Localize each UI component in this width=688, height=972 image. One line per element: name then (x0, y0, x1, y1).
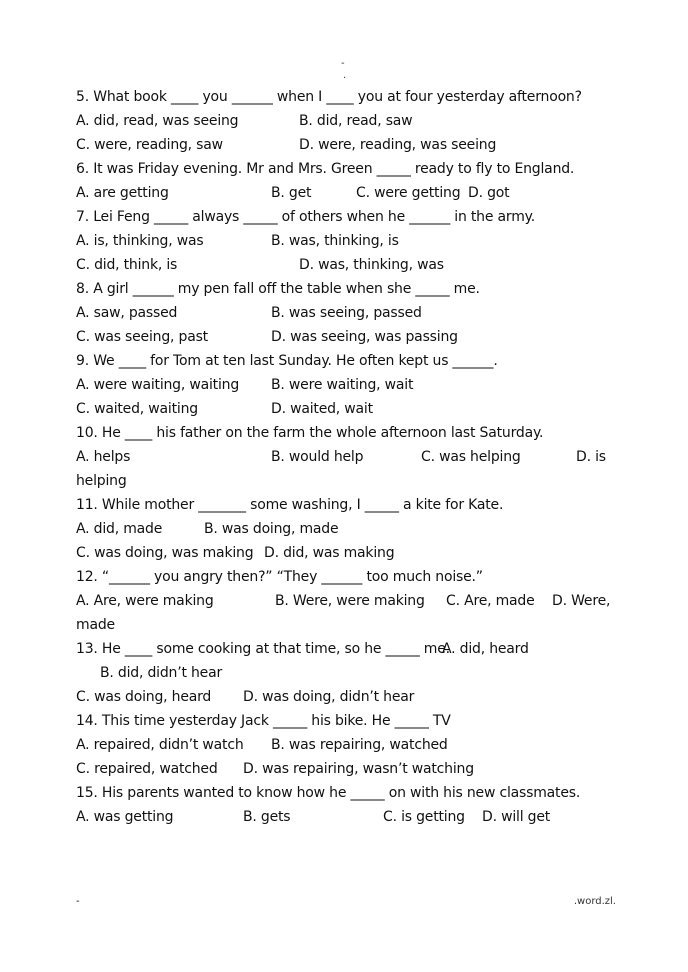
option-b: B. was doing, made (204, 521, 339, 537)
option-a: A. did, read, was seeing (76, 113, 239, 129)
option-c: C. waited, waiting (76, 401, 198, 417)
option-b: B. did, didn’t hear (100, 665, 223, 681)
header-dash: - (341, 58, 345, 69)
question-12-stem: 12. “______ you angry then?” “They ______ too much noise.” (76, 569, 483, 585)
question-5-stem: 5. What book ____ you ______ when I ____ you at four yesterday afternoon? (76, 89, 582, 105)
option-c: C. was seeing, past (76, 329, 208, 345)
option-a: A. are getting (76, 185, 169, 201)
footer-right-mark: .word.zl. (573, 896, 616, 907)
option-a: A. did, heard (442, 641, 529, 657)
option-d: D. is (576, 449, 606, 465)
option-a: A. was getting (76, 809, 174, 825)
option-d: D. was doing, didn’t hear (243, 689, 415, 705)
header-dot: . (343, 70, 347, 81)
option-c: C. did, think, is (76, 257, 178, 273)
option-a: A. did, made (76, 521, 163, 537)
option-a: A. saw, passed (76, 305, 178, 321)
option-d: D. were, reading, was seeing (299, 137, 497, 153)
option-d: D. Were, (552, 593, 611, 609)
question-10-stem: 10. He ____ his father on the farm the whole afternoon last Saturday. (76, 425, 544, 441)
option-d: D. waited, wait (271, 401, 373, 417)
option-b: B. did, read, saw (299, 113, 413, 129)
option-b: B. was seeing, passed (271, 305, 422, 321)
option-c: C. is getting (383, 809, 465, 825)
option-a: A. Are, were making (76, 593, 214, 609)
option-a: A. helps (76, 449, 131, 465)
option-b: B. were waiting, wait (271, 377, 414, 393)
option-b: B. was repairing, watched (271, 737, 448, 753)
question-7-stem: 7. Lei Feng _____ always _____ of others when he ______ in the army. (76, 209, 535, 225)
option-d: D. got (468, 185, 510, 201)
question-11-stem: 11. While mother _______ some washing, I _____ a kite for Kate. (76, 497, 504, 513)
option-d: D. did, was making (264, 545, 395, 561)
question-6-stem: 6. It was Friday evening. Mr and Mrs. Green _____ ready to fly to England. (76, 161, 575, 177)
question-13-stem: 13. He ____ some cooking at that time, so he _____ me. (76, 641, 450, 657)
option-d: D. was repairing, wasn’t watching (243, 761, 474, 777)
option-d: D. was seeing, was passing (271, 329, 458, 345)
option-c: C. repaired, watched (76, 761, 218, 777)
question-12-option-d-wrap: made (76, 617, 115, 633)
option-a: A. repaired, didn’t watch (76, 737, 244, 753)
option-b: B. gets (243, 809, 291, 825)
question-14-stem: 14. This time yesterday Jack _____ his bike. He _____ TV (76, 713, 451, 729)
option-b: B. would help (271, 449, 364, 465)
option-c: C. was helping (421, 449, 521, 465)
option-d: D. was, thinking, was (299, 257, 444, 273)
question-15-stem: 15. His parents wanted to know how he _____ on with his new classmates. (76, 785, 581, 801)
option-c: C. was doing, heard (76, 689, 212, 705)
option-b: B. Were, were making (275, 593, 425, 609)
question-8-stem: 8. A girl ______ my pen fall off the table when she _____ me. (76, 281, 480, 297)
option-c: C. Are, made (446, 593, 535, 609)
option-b: B. get (271, 185, 312, 201)
question-10-option-d-wrap: helping (76, 473, 127, 489)
option-a: A. is, thinking, was (76, 233, 204, 249)
footer-left-mark: - (76, 896, 80, 907)
option-a: A. were waiting, waiting (76, 377, 240, 393)
option-d: D. will get (482, 809, 551, 825)
option-c: C. were getting (356, 185, 461, 201)
option-c: C. was doing, was making (76, 545, 254, 561)
option-b: B. was, thinking, is (271, 233, 399, 249)
question-9-stem: 9. We ____ for Tom at ten last Sunday. He often kept us ______. (76, 353, 498, 369)
option-c: C. were, reading, saw (76, 137, 223, 153)
